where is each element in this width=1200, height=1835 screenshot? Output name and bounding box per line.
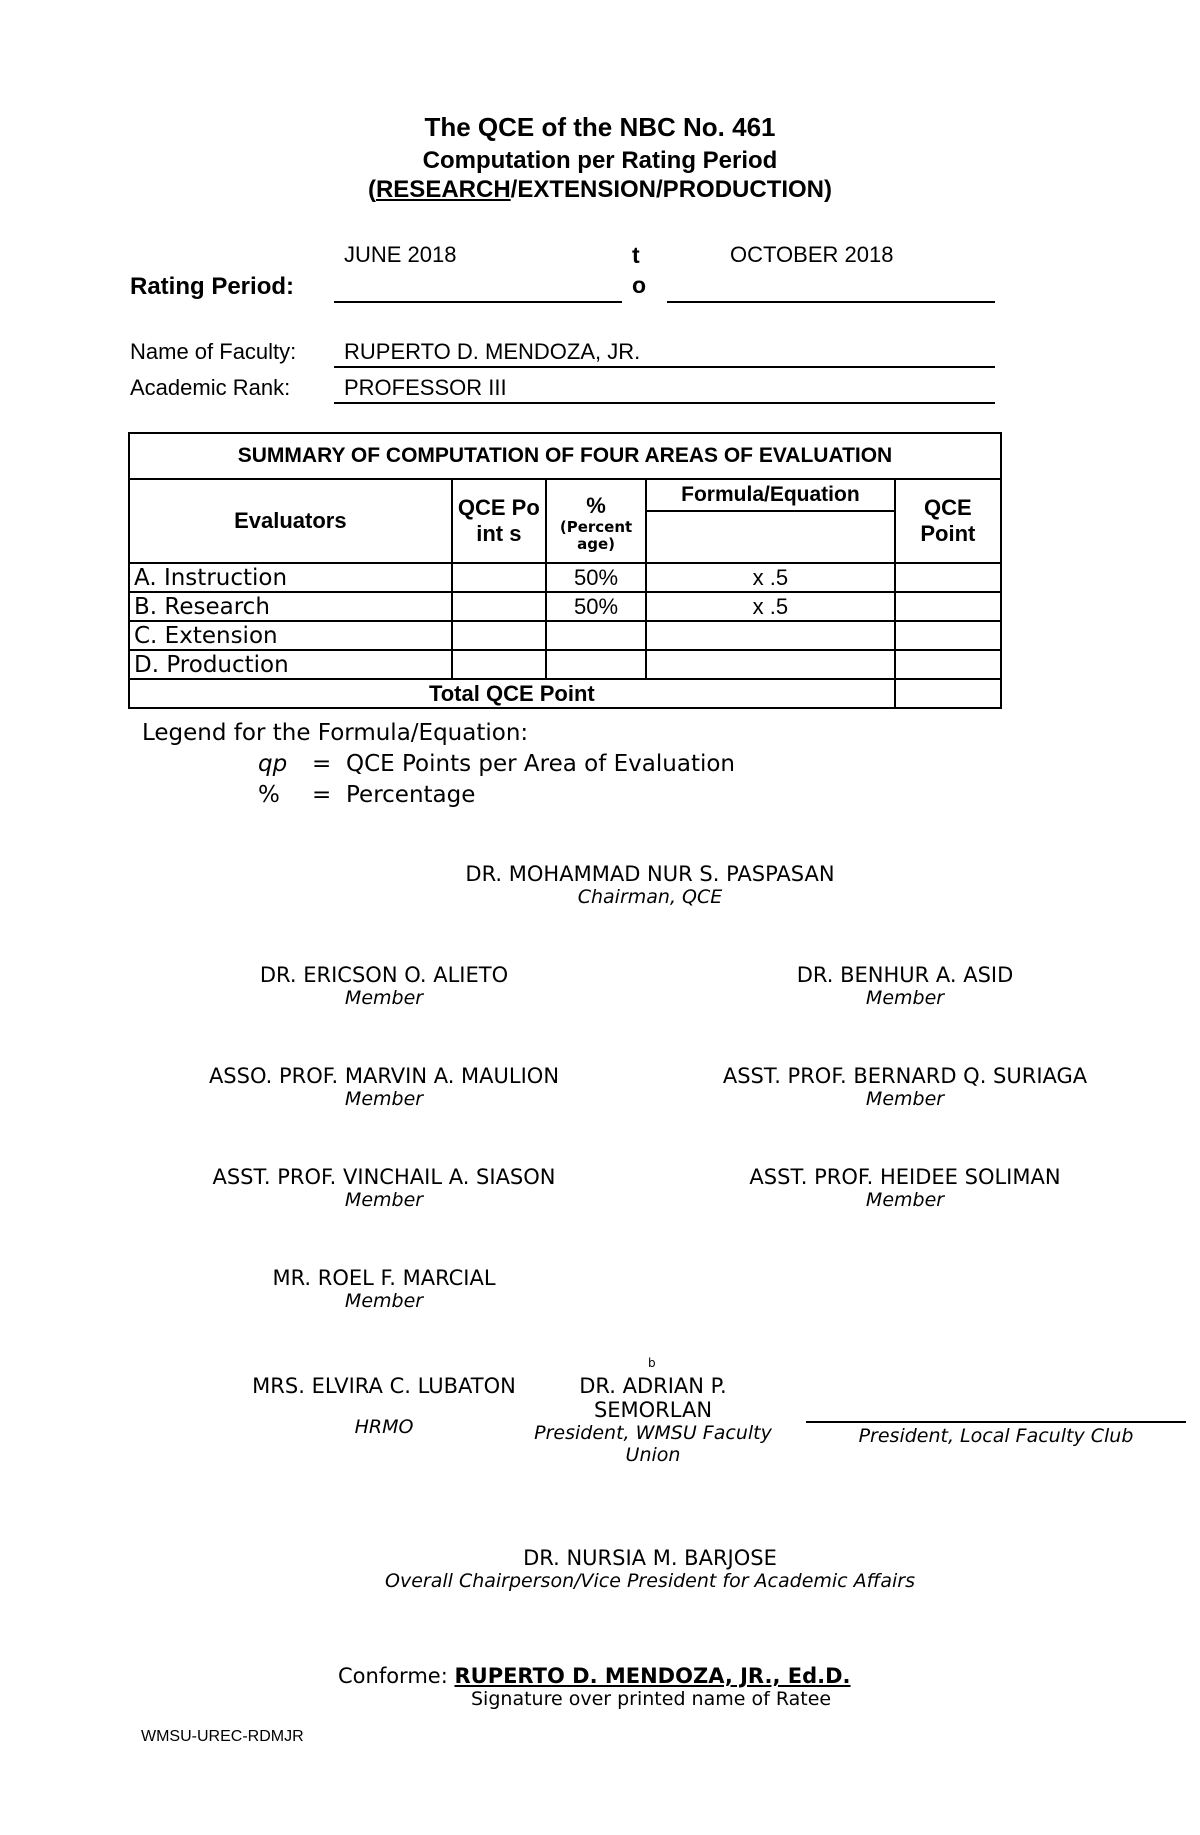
signatory-name: MRS. ELVIRA C. LUBATON (252, 1374, 516, 1398)
evaluation-areas (0, 176, 1200, 204)
row-evaluator: D. Production (129, 650, 452, 679)
row-evaluator: A. Instruction (129, 563, 452, 592)
table-row (129, 563, 1001, 592)
signatory-member (134, 963, 634, 1009)
row-point (895, 621, 1001, 650)
signatory-club-role: President, Local Faculty Club (858, 1425, 1134, 1447)
row-point (895, 563, 1001, 592)
document-subtitle: Computation per Rating Period (422, 147, 778, 174)
signatory-name: ASST. PROF. VINCHAIL A. SIASON (212, 1165, 556, 1189)
rating-period-to-top: t (632, 242, 640, 268)
row-qce (452, 592, 546, 621)
rating-period-from: JUNE 2018 (344, 242, 457, 267)
rating-period-to-bottom: o (632, 272, 647, 298)
signatory-role: Member (865, 1189, 945, 1211)
row-evaluator: B. Research (129, 592, 452, 621)
signatory-name: ASSO. PROF. MARVIN A. MAULION (208, 1064, 560, 1088)
rating-period-until-line (667, 301, 995, 303)
areas-prefix: ( (367, 176, 376, 203)
academic-rank-label: Academic Rank: (130, 375, 291, 400)
rating-period-until: OCTOBER 2018 (730, 242, 894, 267)
conforme-label: Conforme: (338, 1664, 448, 1688)
footer-code: WMSU-UREC-RDMJR (141, 1728, 304, 1745)
row-qce (452, 621, 546, 650)
conforme-name: RUPERTO D. MENDOZA, JR., Ed.D. (454, 1664, 851, 1688)
total-value (895, 679, 1001, 708)
legend-title: Legend for the Formula/Equation: (142, 720, 529, 746)
signatory-role: Member (865, 987, 945, 1009)
col-percent-symbol: % (586, 493, 606, 518)
total-row (129, 679, 1001, 708)
legend-equals: = (312, 751, 332, 777)
signatory-name-line1: DR. ADRIAN P. (579, 1374, 727, 1398)
signatory-member (655, 963, 1155, 1009)
col-formula-blank (646, 511, 895, 563)
total-label: Total QCE Point (129, 679, 895, 708)
table-row (129, 592, 1001, 621)
col-evaluators: Evaluators (129, 479, 452, 563)
signatory-member (134, 1266, 634, 1312)
signatory-member (134, 1064, 634, 1110)
row-percent (546, 621, 646, 650)
row-formula (646, 621, 895, 650)
signatory-name: DR. MOHAMMAD NUR S. PASPASAN (465, 862, 835, 886)
legend-description: Percentage (346, 782, 476, 808)
academic-rank: PROFESSOR III (344, 375, 507, 400)
signatory-role: Member (344, 987, 424, 1009)
signatory-union (500, 1374, 806, 1466)
legend-symbol: qp (258, 751, 288, 777)
legend-description: QCE Points per Area of Evaluation (346, 751, 736, 777)
summary-header-row (129, 479, 1001, 511)
signatory-member (655, 1064, 1155, 1110)
signatory-role: Member (344, 1189, 424, 1211)
row-formula (646, 650, 895, 679)
faculty-name-label: Name of Faculty: (130, 339, 297, 364)
row-percent: 50% (546, 563, 646, 592)
signatory-role-line2: Union (625, 1444, 681, 1466)
document-title: The QCE of the NBC No. 461 (424, 112, 776, 142)
signatory-vpaa (250, 1546, 1050, 1592)
faculty-name: RUPERTO D. MENDOZA, JR. (344, 339, 641, 364)
signatory-member (655, 1165, 1155, 1211)
row-qce (452, 563, 546, 592)
col-percent (546, 479, 646, 563)
faculty-name-line (334, 366, 995, 368)
signatory-name: DR. BENHUR A. ASID (796, 963, 1014, 987)
signatory-role-line1: President, WMSU Faculty (534, 1422, 772, 1444)
signatory-member (134, 1165, 634, 1211)
rating-period-from-line (334, 301, 622, 303)
signatory-role: Member (865, 1088, 945, 1110)
legend-symbol: % (258, 782, 280, 808)
table-row (129, 621, 1001, 650)
signatory-role: Member (344, 1088, 424, 1110)
signatory-name: MR. ROEL F. MARCIAL (272, 1266, 496, 1290)
signatory-name-line2: SEMORLAN (593, 1398, 713, 1422)
signatory-name: ASST. PROF. BERNARD Q. SURIAGA (722, 1064, 1088, 1088)
row-evaluator: C. Extension (129, 621, 452, 650)
col-qce-point: QCE Point (895, 479, 1001, 563)
areas-rest: /EXTENSION/PRODUCTION) (510, 176, 833, 203)
col-percent-sub: (Percent age) (559, 518, 633, 553)
conforme (338, 1664, 851, 1688)
summary-title-row (129, 433, 1001, 479)
signatory-role: Member (344, 1290, 424, 1312)
row-qce (452, 650, 546, 679)
academic-rank-line (334, 402, 995, 404)
legend-equals: = (312, 782, 332, 808)
row-formula: x .5 (646, 592, 895, 621)
signatory-chair (350, 862, 950, 908)
union-mark: b (648, 1356, 656, 1370)
col-formula: Formula/Equation (646, 479, 895, 511)
row-percent: 50% (546, 592, 646, 621)
summary-title: SUMMARY OF COMPUTATION OF FOUR AREAS OF EVALUATION (129, 433, 1001, 479)
rating-period-label: Rating Period: (130, 273, 295, 300)
summary-table (128, 432, 1002, 709)
row-point (895, 650, 1001, 679)
signatory-role: Chairman, QCE (577, 886, 723, 908)
signatory-name: ASST. PROF. HEIDEE SOLIMAN (749, 1165, 1061, 1189)
col-qce-points: QCE Point s (452, 479, 546, 563)
row-percent (546, 650, 646, 679)
table-row (129, 650, 1001, 679)
areas-underlined: RESEARCH (375, 176, 511, 203)
signatory-name: DR. NURSIA M. BARJOSE (523, 1546, 777, 1570)
row-formula: x .5 (646, 563, 895, 592)
signatory-role: HRMO (354, 1416, 414, 1438)
conforme-caption: Signature over printed name of Ratee (471, 1688, 832, 1710)
row-point (895, 592, 1001, 621)
signature-line (806, 1421, 1186, 1423)
signatory-role: Overall Chairperson/Vice President for Academic Affairs (385, 1570, 915, 1592)
signatory-name: DR. ERICSON O. ALIETO (259, 963, 509, 987)
